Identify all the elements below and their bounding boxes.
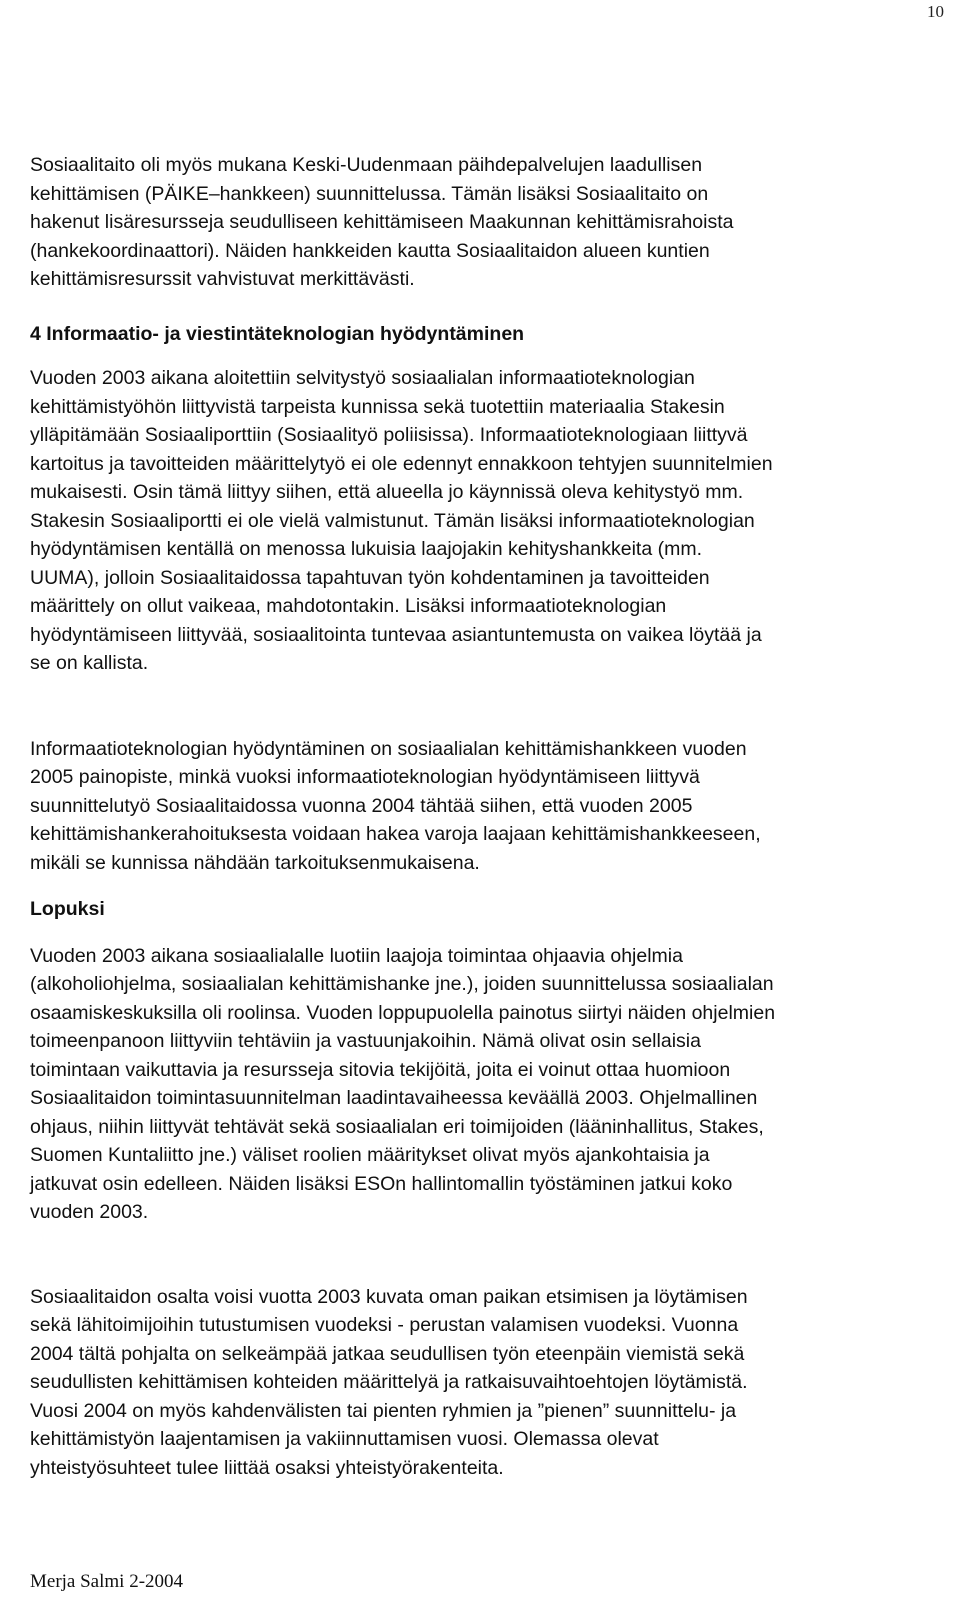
- text-line: hyödyntämisen kentällä on menossa lukuisia laajojakin kehityshankkeita (mm.: [30, 538, 703, 560]
- text-line: kehittämisresurssit vahvistuvat merkittävästi.: [30, 268, 415, 290]
- text-line: ohjaus, niihin liittyvät tehtävät sekä sosiaalialan eri toimijoiden (lääninhallitus, Stakes,: [30, 1115, 764, 1138]
- paragraph-pike: [30, 151, 945, 294]
- text-line: Vuosi 2004 on myös kahdenvälisten tai pienten ryhmien ja ”pienen” suunnittelu- ja: [30, 1399, 737, 1422]
- text-line: (alkoholiohjelma, sosiaalialan kehittämishanke jne.), joiden suunnittelussa sosiaalialan: [30, 973, 774, 995]
- text-line: seudullisten kehittämisen kohteiden määrittelyä ja ratkaisuvaihtoehtojen löytämistä.: [30, 1371, 748, 1393]
- text-line: (hankekoordinaattori). Näiden hankkeiden kautta Sosiaalitaidon alueen kuntien: [30, 239, 710, 262]
- paragraph-programs: [30, 942, 945, 1227]
- text-line: 2005 painopiste, minkä vuoksi informaatioteknologian hyödyntämiseen liittyvä: [30, 766, 700, 788]
- text-line: osaamiskeskuksilla oli roolinsa. Vuoden loppupuolella painotus siirtyi näiden ohjelmien: [30, 1001, 776, 1024]
- document-body: [30, 151, 945, 1482]
- section-heading-lopuksi: Lopuksi: [30, 898, 105, 920]
- text-line: toimintaan vaikuttavia ja resursseja sitovia tekijöitä, joita ei voinut ottaa huomioon: [30, 1058, 731, 1081]
- paragraph-it-2005: [30, 735, 945, 878]
- text-line: suunnittelutyö Sosiaalitaidossa vuonna 2004 tähtää siihen, että vuoden 2005: [30, 794, 693, 817]
- text-line: UUMA), jolloin Sosiaalitaidossa tapahtuvan työn kohdentaminen ja tavoitteiden: [30, 566, 710, 589]
- text-line: toimeenpanoon liittyviin tehtäviin ja vastuunjakoihin. Nämä olivat osin sellaisia: [30, 1030, 701, 1052]
- text-line: hyödyntämiseen liittyvää, sosiaalitointa tuntevaa asiantuntemusta on vaikea löytää ja: [30, 623, 762, 646]
- page-number: 10: [927, 2, 944, 21]
- text-line: kehittämistyöhön liittyvistä tarpeista kunnissa sekä tuotettiin materiaalia Stakesin: [30, 395, 725, 418]
- text-line: mikäli se kunnissa nähdään tarkoituksenmukaisena.: [30, 851, 480, 874]
- text-line: vuoden 2003.: [30, 1201, 149, 1223]
- text-line: Suomen Kuntaliitto jne.) väliset roolien määritykset olivat myös ajankohtaisia ja: [30, 1144, 710, 1166]
- text-line: jatkuvat osin edelleen. Näiden lisäksi ESOn hallintomallin työstäminen jatkui koko: [30, 1172, 733, 1195]
- text-line: sekä lähitoimijoihin tutustumisen vuodeksi - perustan valamisen vuodeksi. Vuonna: [30, 1314, 739, 1336]
- text-line: kehittämisen (PÄIKE–hankkeen) suunnittelussa. Tämän lisäksi Sosiaalitaito on: [30, 182, 709, 205]
- text-line: se on kallista.: [30, 652, 149, 674]
- text-line: Sosiaalitaidon osalta voisi vuotta 2003 kuvata oman paikan etsimisen ja löytämisen: [30, 1285, 748, 1308]
- paragraph-2004-outlook: [30, 1283, 945, 1483]
- footer-author-date: Merja Salmi 2-2004: [30, 1571, 184, 1592]
- paragraph-it-survey: [30, 364, 945, 678]
- text-line: kartoitus ja tavoitteiden määrittelytyö ei ole edennyt ennakkoon tehtyjen suunnitelmien: [30, 452, 773, 475]
- text-line: Vuoden 2003 aikana aloitettiin selvitystyö sosiaalialan informaatioteknologian: [30, 367, 695, 389]
- text-line: ylläpitämään Sosiaaliporttiin (Sosiaalityö poliisissa). Informaatioteknologiaan liittyvä: [30, 424, 748, 446]
- text-line: Sosiaalitaito oli myös mukana Keski-Uudenmaan päihdepalvelujen laadullisen: [30, 154, 703, 176]
- text-line: Vuoden 2003 aikana sosiaalialalle luotiin laajoja toimintaa ohjaavia ohjelmia: [30, 944, 683, 967]
- section-heading-4: 4 Informaatio- ja viestintäteknologian hyödyntäminen: [30, 322, 525, 345]
- text-line: määrittely on ollut vaikeaa, mahdotontakin. Lisäksi informaatioteknologian: [30, 595, 667, 617]
- text-line: Informaatioteknologian hyödyntäminen on sosiaalialan kehittämishankkeen vuoden: [30, 737, 747, 760]
- text-line: hakenut lisäresursseja seudulliseen kehittämiseen Maakunnan kehittämisrahoista: [30, 211, 734, 233]
- text-line: Stakesin Sosiaaliportti ei ole vielä valmistunut. Tämän lisäksi informaatioteknologian: [30, 509, 755, 532]
- text-line: 2004 tältä pohjalta on selkeämpää jatkaa seudullisen työn eteenpäin viemistä sekä: [30, 1342, 745, 1365]
- text-line: mukaisesti. Osin tämä liittyy siihen, että alueella jo käynnissä oleva kehitystyö mm.: [30, 481, 744, 503]
- text-line: kehittämishankerahoituksesta voidaan hakea varoja laajaan kehittämishankkeeseen,: [30, 823, 761, 845]
- text-line: kehittämistyön laajentamisen ja vakiinnuttamisen vuosi. Olemassa olevat: [30, 1428, 659, 1450]
- text-line: Sosiaalitaidon toimintasuunnitelman laadintavaiheessa keväällä 2003. Ohjelmallinen: [30, 1087, 758, 1109]
- text-line: yhteistyösuhteet tulee liittää osaksi yhteistyörakenteita.: [30, 1456, 504, 1479]
